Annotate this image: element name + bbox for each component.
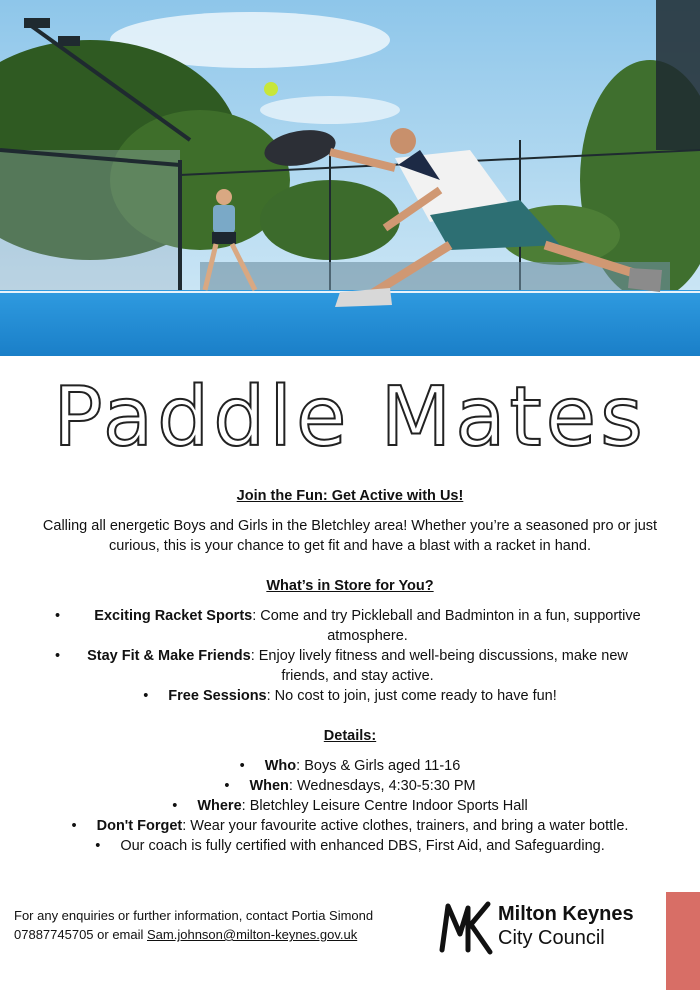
list-item xyxy=(30,776,670,796)
logo-line1: Milton Keynes xyxy=(498,903,634,925)
item-label: Free Sessions xyxy=(168,688,267,704)
logo-line2: City Council xyxy=(498,927,605,949)
flyer-content xyxy=(30,486,670,856)
contact-info xyxy=(14,906,373,944)
list-item xyxy=(30,606,670,646)
item-label: Stay Fit & Make Friends xyxy=(87,648,251,664)
contact-phone-line xyxy=(14,925,373,944)
bullet-icon: • xyxy=(143,688,149,704)
intro-text: Calling all energetic Boys and Girls in the Bletchley area! Whether you’re a seasoned pro or just curious, this is your chance to get fit and have a blast with a racket in hand. xyxy=(42,518,658,554)
list-item xyxy=(30,686,670,706)
phone-text: 07887745705 or email xyxy=(14,927,147,942)
item-text: : Bletchley Leisure Centre Indoor Sports Hall xyxy=(241,798,528,814)
mk-logo-icon xyxy=(438,898,494,958)
item-label: Exciting Racket Sports xyxy=(94,608,253,624)
store-heading: What’s in Store for You? xyxy=(266,578,434,594)
list-item xyxy=(30,646,670,686)
item-label: When xyxy=(249,778,289,794)
item-text: : Wear your favourite active clothes, trainers, and bring a water bottle. xyxy=(182,818,629,834)
bullet-icon: • xyxy=(239,758,245,774)
store-list xyxy=(30,606,670,706)
item-text: : No cost to join, just come ready to have fun! xyxy=(266,688,557,704)
page-title: Paddle Mates xyxy=(53,370,647,465)
contact-line: For any enquiries or further information, contact Portia Simond xyxy=(14,908,374,923)
bullet-icon: • xyxy=(95,838,101,854)
bullet-icon: • xyxy=(71,818,77,834)
logo-text xyxy=(498,902,634,950)
bullet-icon: • xyxy=(55,648,61,664)
list-item xyxy=(30,836,670,856)
list-item xyxy=(30,816,670,836)
item-label: Where xyxy=(197,798,242,814)
bullet-icon: • xyxy=(55,608,61,624)
email-link[interactable]: Sam.johnson@milton-keynes.gov.uk xyxy=(147,927,358,942)
item-text: : Enjoy lively fitness and well-being discussions, make new friends, and stay active. xyxy=(250,648,628,684)
item-text: : Wednesdays, 4:30-5:30 PM xyxy=(288,778,476,794)
list-item xyxy=(30,796,670,816)
details-list xyxy=(30,756,670,856)
details-heading: Details: xyxy=(323,728,377,744)
item-text: Our coach is fully certified with enhanced DBS, First Aid, and Safeguarding. xyxy=(120,838,605,854)
bullet-icon: • xyxy=(172,798,178,814)
council-logo xyxy=(438,898,678,958)
item-text: : Come and try Pickleball and Badminton in a fun, supportive atmosphere. xyxy=(252,608,641,644)
item-text: : Boys & Girls aged 11-16 xyxy=(296,758,461,774)
item-label: Don't Forget xyxy=(96,818,183,834)
item-label: Who xyxy=(264,758,297,774)
corner-accent xyxy=(666,892,700,990)
bullet-icon: • xyxy=(224,778,230,794)
hero-photo xyxy=(0,0,700,356)
intro-heading: Join the Fun: Get Active with Us! xyxy=(236,488,464,504)
list-item xyxy=(30,756,670,776)
